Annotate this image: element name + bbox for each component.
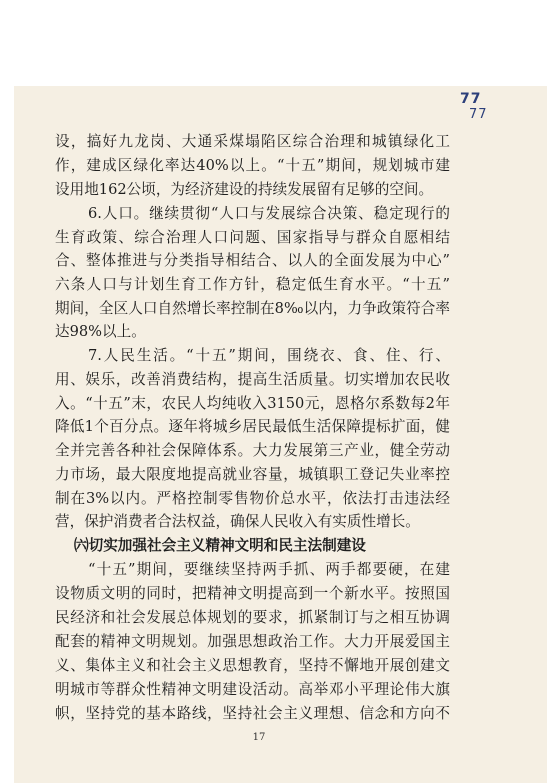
- text-line: 设，搞好九龙岗、大通采煤塌陷区综合治理和城镇绿化工: [55, 133, 450, 150]
- text-line: 配套的精神文明规划。加强思想政治工作。大力开展爱国主: [55, 633, 450, 650]
- section-6-line: 6.人口。继续贯彻“人口与发展综合决策、稳定现行的: [88, 205, 450, 222]
- text-line: 降低1个百分点。逐年将城乡居民最低生活保障提标扩面，健: [55, 418, 450, 435]
- text-line: 期间，全区人口自然增长率控制在8‰以内，力争政策符合率: [55, 300, 450, 317]
- text-line: 用、娱乐，改善消费结构，提高生活质量。切实增加农民收: [55, 371, 450, 388]
- text-line: 义、集体主义和社会主义思想教育，坚持不懈地开展创建文: [55, 657, 450, 674]
- text-line: 作，建成区绿化率达40%以上。“十五”期间，规划城市建: [55, 157, 450, 174]
- page-number: 17: [252, 732, 266, 743]
- text-line: “十五”期间，要继续坚持两手抓、两手都要硬，在建: [88, 561, 450, 578]
- text-line: 帜，坚持党的基本路线，坚持社会主义理想、信念和方向不: [55, 705, 450, 722]
- text-line: 设用地162公顷，为经济建设的持续发展留有足够的空间。: [55, 181, 434, 198]
- text-line: 明城市等群众性精神文明建设活动。高举邓小平理论伟大旗: [55, 681, 450, 698]
- text-line: 生育政策、综合治理人口问题、国家指导与群众自愿相结: [55, 229, 450, 246]
- text-line: 合、整体推进与分类指导相结合、以人的全面发展为中心”: [55, 252, 450, 269]
- section-7-line: 7.人民生活。“十五”期间，围绕衣、食、住、行、: [88, 347, 450, 364]
- text-line: 达98%以上。: [55, 323, 146, 340]
- section-heading: ㈥切实加强社会主义精神文明和民主法制建设: [74, 537, 366, 554]
- handwritten-page-note-repeat: 77: [469, 107, 488, 122]
- text-line: 力市场，最大限度地提高就业容量，城镇职工登记失业率控: [55, 466, 450, 483]
- text-line: 制在3%以内。严格控制零售物价总水平，依法打击违法经: [55, 490, 450, 507]
- text-line: 六条人口与计划生育工作方针，稳定低生育水平。“十五”: [55, 276, 450, 293]
- handwritten-page-note: 77: [460, 91, 482, 107]
- text-line: 设物质文明的同时，把精神文明提高到一个新水平。按照国: [55, 585, 450, 602]
- text-line: 营，保护消费者合法权益，确保人民收入有实质性增长。: [55, 513, 420, 530]
- text-line: 民经济和社会发展总体规划的要求，抓紧制订与之相互协调: [55, 609, 450, 626]
- text-line: 全并完善各种社会保障体系。大力发展第三产业，健全劳动: [55, 442, 450, 459]
- text-line: 入。“十五”末，农民人均纯收入3150元，恩格尔系数每2年: [55, 395, 450, 412]
